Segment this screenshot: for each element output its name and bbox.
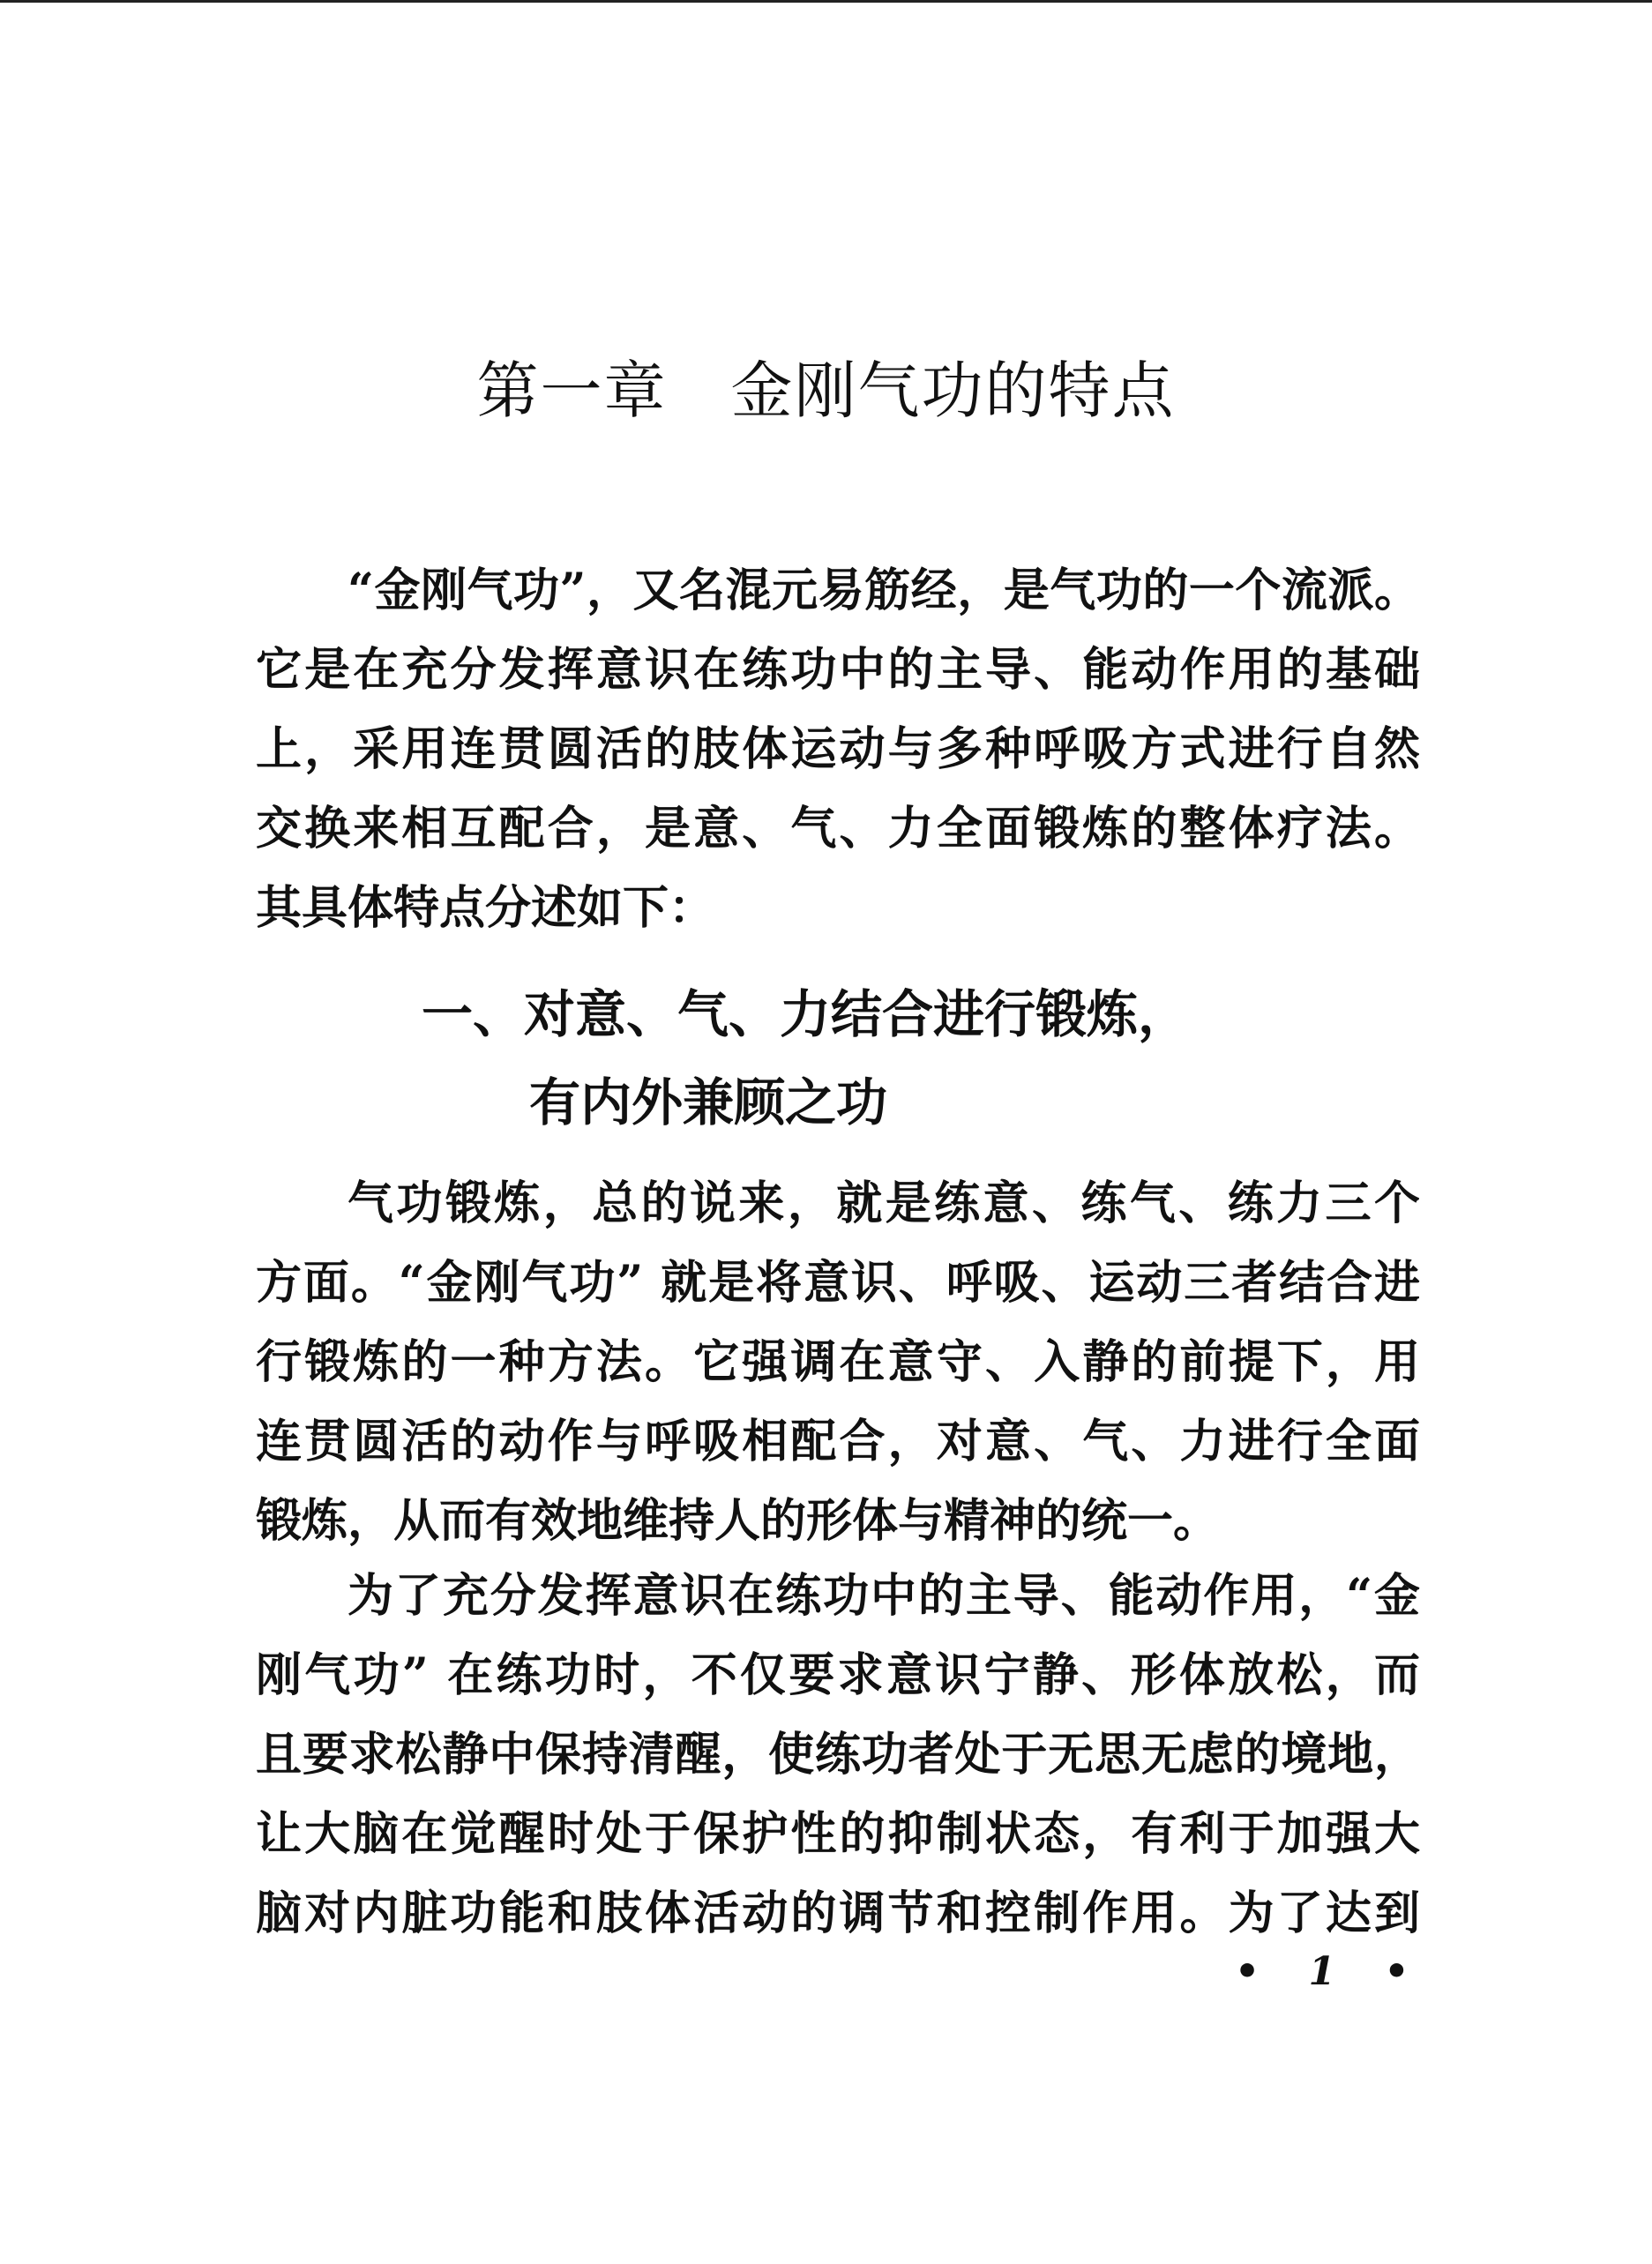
intro-line-5: 其具体特点分述如下： [256, 881, 715, 935]
page-number: • 1 • [1235, 1949, 1427, 1994]
paragraph-two-line-2: 方面。“金刚气功” 就是将意识、呼吸、运动三者结合进 [256, 1256, 1420, 1310]
section-heading-line-1: 一、对意、气、力结合进行锻炼， [422, 984, 1190, 1044]
paragraph-three-line-2: 刚气功” 在练功时，不仅要求意识宁静、形体放松，而 [256, 1648, 1420, 1702]
intro-paragraph [256, 551, 1420, 948]
paragraph-two-line-3: 行锻炼的一种方法。它强调在意守、入静的前提下，用 [256, 1335, 1420, 1389]
intro-line-4: 交换来相互配合，是意、气、力全面锻炼的整体疗法。 [256, 802, 1420, 856]
section-heading-line-2: 有内外兼顾之功 [529, 1072, 888, 1132]
paragraph-two-line-1: 气功锻炼，总的说来，就是练意、练气、练力三个 [348, 1177, 1420, 1230]
intro-line-3: 上，采用连贯圆活的肢体运动与多种呼吸方式进行自然 [256, 722, 1420, 776]
paragraph-three-line-3: 且要求松静中保持清醒，使练功者处于无思无虑的境地， [256, 1728, 1420, 1782]
paragraph-three [256, 1557, 1420, 1954]
chapter-title: 第一章 金刚气功的特点 [476, 355, 1176, 427]
paragraph-three-line-4: 让大脑在觉醒时处于保护性的抑制状态，有利于加强大 [256, 1807, 1420, 1861]
paragraph-two-line-5: 锻炼，从而有效地维持人的形体与精神的统一。 [256, 1494, 1220, 1548]
intro-line-1: “金刚气功”，又名混元易筋经，是气功的一个流派。 [348, 564, 1420, 617]
intro-line-2: 它是在充分发挥意识在练功中的主导、能动作用的基础 [256, 643, 1420, 697]
paragraph-three-line-5: 脑对内脏功能和肢体活动的调节和控制作用。为了达到 [256, 1887, 1420, 1940]
paragraph-two [256, 1164, 1420, 1561]
page-top-edge [0, 0, 1652, 3]
paragraph-two-line-4: 连贯圆活的动作与呼吸相配合，对意、气、力进行全面 [256, 1415, 1420, 1468]
paragraph-three-line-1: 为了充分发挥意识在练功中的主导、能动作用，“金 [348, 1569, 1420, 1623]
